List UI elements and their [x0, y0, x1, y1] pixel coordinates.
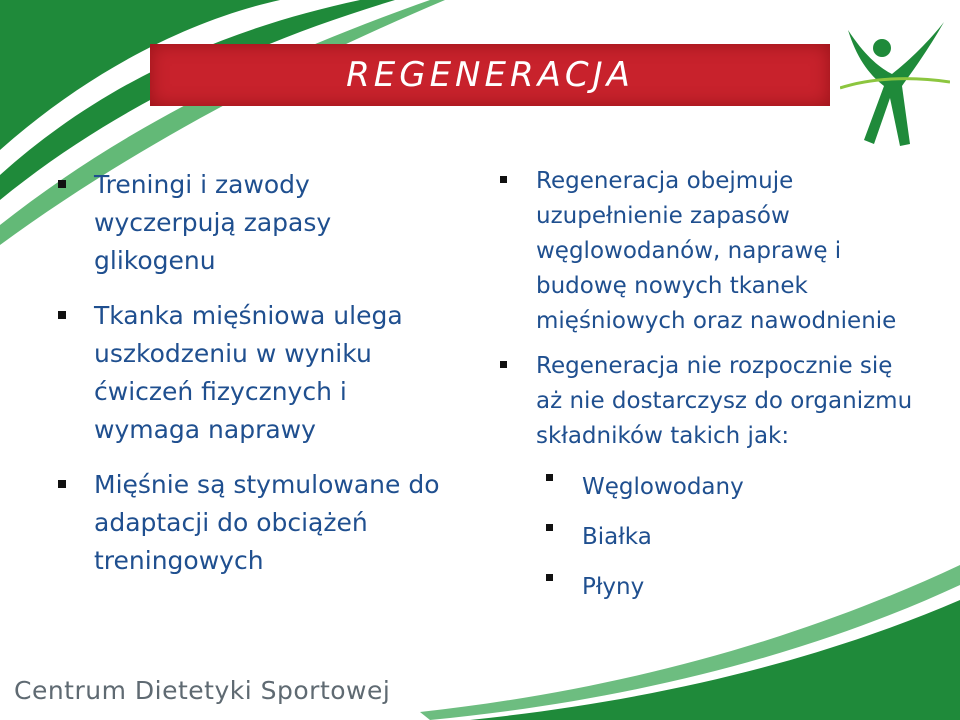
square-bullet-icon [500, 176, 507, 183]
list-item: Regeneracja nie rozpocznie się aż nie dostarczysz do organizmu składników takich jak: Węglowodany Białka Płyny [496, 349, 916, 612]
square-bullet-icon [546, 474, 553, 481]
nutrient-sub-list [536, 462, 916, 612]
list-item: Treningi i zawody wyczerpują zapasy glikogenu [54, 166, 454, 280]
right-bullet-list [496, 164, 916, 622]
athlete-logo-icon [840, 16, 950, 156]
sub-list-item: Białka [542, 512, 916, 562]
footer-brand-text: Centrum Dietetyki Sportowej [14, 676, 391, 705]
square-bullet-icon [58, 180, 66, 188]
sub-list-item: Płyny [542, 562, 916, 612]
list-item: Mięśnie są stymulowane do adaptacji do obciążeń treningowych [54, 466, 454, 580]
left-bullet-list [54, 166, 454, 597]
square-bullet-icon [546, 524, 553, 531]
square-bullet-icon [546, 574, 553, 581]
list-item: Tkanka mięśniowa ulega uszkodzeniu w wyniku ćwiczeń fizycznych i wymaga naprawy [54, 297, 454, 449]
list-item: Regeneracja obejmuje uzupełnienie zapasów węglowodanów, naprawę i budowę nowych tkanek mięśniowych oraz nawodnienie [496, 164, 916, 339]
slide-title: REGENERACJA [346, 55, 634, 95]
square-bullet-icon [58, 480, 66, 488]
sub-list-item: Węglowodany [542, 462, 916, 512]
square-bullet-icon [500, 361, 507, 368]
square-bullet-icon [58, 311, 66, 319]
title-banner [150, 44, 830, 106]
